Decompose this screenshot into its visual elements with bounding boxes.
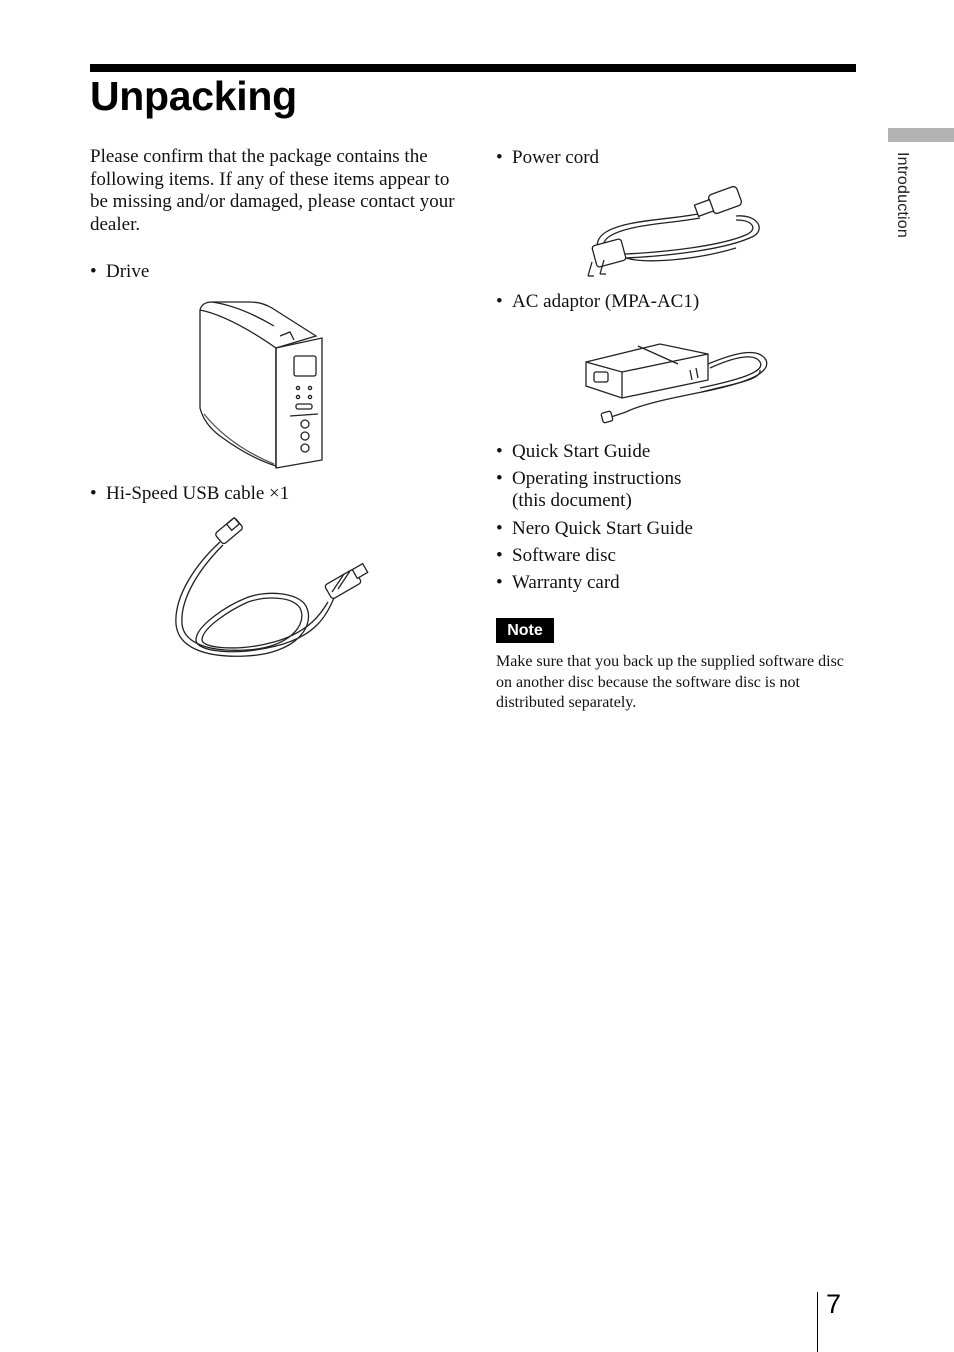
item-label: Hi-Speed USB cable ×1 [106, 483, 290, 504]
list-item-nero-quick-start-guide [496, 518, 693, 540]
list-item-ac-adaptor [496, 291, 699, 313]
list-item-warranty-card [496, 572, 620, 594]
list-item-drive [90, 261, 149, 283]
list-item-usb-cable [90, 483, 289, 505]
item-label: Quick Start Guide [512, 441, 651, 462]
item-label-continuation: (this document) [512, 490, 632, 511]
bullet-marker: • [496, 518, 503, 539]
item-label: Software disc [512, 545, 616, 566]
power-cord-illustration [586, 180, 766, 280]
intro-paragraph: Please confirm that the package contains the following items. If any of these items appear to be missing and/or damaged, please contact your dealer. [90, 146, 455, 235]
title-rule [90, 64, 856, 72]
usb-cable-illustration [166, 516, 372, 662]
bullet-marker: • [90, 261, 97, 282]
section-tab-label: Introduction [894, 152, 911, 239]
item-label: Drive [106, 261, 150, 282]
page-number-rule [817, 1292, 818, 1352]
item-label: Warranty card [512, 572, 620, 593]
bullet-marker: • [90, 483, 97, 504]
list-item-power-cord [496, 147, 599, 169]
bullet-marker: • [496, 291, 503, 312]
page-number: 7 [826, 1289, 842, 1319]
bullet-marker: • [496, 147, 503, 168]
ac-adaptor-illustration [582, 324, 772, 428]
list-item-software-disc [496, 545, 616, 567]
section-tab-marker [888, 128, 954, 142]
bullet-marker: • [496, 545, 503, 566]
page-title: Unpacking [90, 73, 297, 119]
item-label: Nero Quick Start Guide [512, 518, 693, 539]
bullet-marker: • [496, 572, 503, 593]
drive-illustration [190, 296, 340, 474]
bullet-marker: • [496, 441, 503, 462]
item-label: Operating instructions [512, 468, 682, 489]
list-item-quick-start-guide [496, 441, 650, 463]
item-label: Power cord [512, 147, 600, 168]
item-label: AC adaptor (MPA-AC1) [512, 291, 700, 312]
note-badge: Note [496, 618, 554, 643]
list-item-operating-instructions [496, 468, 681, 512]
bullet-marker: • [496, 468, 503, 489]
note-text: Make sure that you back up the supplied software disc on another disc because the software disc is not distributed separately. [496, 653, 844, 711]
